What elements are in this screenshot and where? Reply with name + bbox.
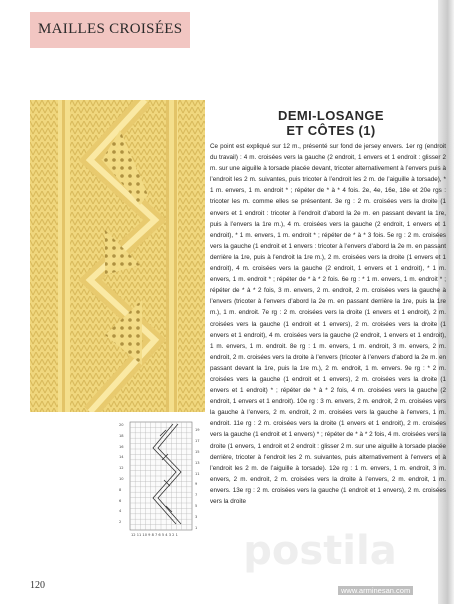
stitch-chart: [118, 420, 208, 540]
chart-row-num: 7: [195, 493, 198, 497]
instructions-intro: Ce point est expliqué sur 12 m., présenté sur fond de jersey envers.: [210, 143, 404, 150]
pattern-title-line1: DEMI-LOSANGE: [278, 108, 384, 123]
chart-row-num: 5: [195, 504, 198, 508]
chart-row-num: 1: [195, 526, 198, 530]
chart-row-num: 20: [119, 423, 124, 427]
chart-row-num: 11: [195, 472, 200, 476]
chart-row-num: 13: [195, 461, 200, 465]
chart-row-num: 18: [119, 434, 124, 438]
chart-row-num: 2: [119, 520, 122, 524]
chart-row-num: 12: [119, 466, 124, 470]
chart-row-num: 6: [119, 499, 122, 503]
pattern-title-line2: ET CÔTES (1): [286, 123, 376, 138]
chart-row-num: 16: [119, 445, 124, 449]
chart-row-num: 14: [119, 455, 124, 459]
chart-row-num: 10: [119, 477, 124, 481]
pattern-title: [236, 108, 426, 138]
svg-text:postila: postila: [243, 528, 397, 574]
chart-row-num: 9: [195, 482, 198, 486]
pattern-instructions: [210, 141, 446, 581]
chart-row-num: 19: [195, 428, 200, 432]
chart-row-num: 4: [119, 509, 122, 513]
stitch-chart-grid: [118, 420, 208, 540]
section-title: MAILLES CROISÉES: [38, 21, 183, 37]
swatch-illustration: [30, 100, 205, 412]
chart-row-num: 17: [195, 439, 200, 443]
chart-row-num: 15: [195, 450, 200, 454]
chart-column-numbers: 12 11 10 9 8 7 6 5 4 3 2 1: [131, 533, 178, 537]
watermark-url: www.arminesan.com: [338, 586, 413, 595]
chart-row-num: 8: [119, 488, 122, 492]
chart-row-num: 3: [195, 515, 198, 519]
page-number: 120: [30, 580, 45, 591]
instructions-rows: 1er rg (endroit du travail) : 4 m. croisées vers la gauche (2 endroit, 1 envers et 1 endroit : glisser 2 m. sur une aiguille à torsade placée devant, tricoter alternativement à l’envers puis à l’endroit les 2 m. suivantes, puis tricoter à l’endroit les 2 m. de l’aiguille à torsade), * 1 m. envers, 1 m. endroit * ; répéter de * à * 4 fois. 2e, 4e, 16e, 18e et 20e rgs : tricoter les m. comme elles se présentent. 3e rg : 2 m. croisées vers la droite (1 envers et 1 endroit : tricoter à l’endroit d’abord la 2e m. en passant devant la 1re, puis à l’envers la 1re m.), 4 m. croisées vers la gauche (2 endroit, 1 envers et 1 endroit), * 1 m. envers, 1 m. endroit * ; répéter de * à * 3 fois. 5e rg : 2 m. croisées vers la gauche (1 endroit et 1 envers : tricoter à l’envers d’abord la 2e m. en passant derrière la 1re, puis à l’endroit la 1re m.), 2 m. croisées vers la droite (1 envers et 1 endroit), 4 m. croisées vers la gauche (2 endroit, 1 envers et 1 endroit), * 1 m. envers, 1 m. endroit * ; répéter de * à * 2 fois. 6e rg : * 1 m. envers, 1 m. endroit * ; répéter de * à * 2 fois, 3 m. envers, 2 m. endroit, 2 m. croisées vers la gauche à l’envers (tricoter à l’envers d’abord la 2e m. en passant derrière la 1re, puis la 1re m.), 1 m. endroit. 7e rg : 2 m. croisées vers la droite (1 envers et 1 endroit), 2 m. croisées vers la gauche (1 endroit et 1 envers), 2 m. croisées vers la droite (1 envers et 1 endroit), 4 m. croisées vers la gauche (2 endroit, 1 envers et 1 endroit), 1 m. envers, 1 m. endroit. 8e rg : 1 m. envers, 1 m. endroit, 3 m. envers, 2 m. endroit, 2 m. croisées vers la droite à l’envers (tricoter à l’envers d’abord la 2e m. en passant devant la 1re, puis la 1re m.), 2 m. endroit, 1 m. envers. 9e rg : * 2 m. croisées vers la gauche (1 endroit et 1 envers), 2 m. croisées vers la droite (1 envers et 1 endroit) * ; répéter de * à * 2 fois, 4 m. croisées vers la gauche (2 endroit, 1 envers et 1 endroit). 10e rg : 3 m. envers, 2 m. endroit, 2 m. croisées vers la gauche à l’envers, 2 m. endroit, 2 m. croisées vers la gauche à l’envers, 1 m. endroit. 11e rg : 2 m. croisées vers la droite (1 envers et 1 endroit), 2 m. croisées vers la gauche (1 endroit et 1 envers) * ; répéter de * à * 2 fois, 4 m. croisées vers la droite (1 envers, 1 endroit et 2 endroit : glisser 2 m. sur une aiguille à torsade placée derrière, tricoter à l’endroit les 2 m. suivantes, puis alternativement à l’envers et à l’endroit les 2 m. de l’aiguille à torsade). 12e rg : 1 m. envers, 1 m. endroit, 3 m. envers, 2 m. endroit, 2 m. croisées vers la droite à l’envers, 2 m. endroit, 1 m. envers. 13e rg : 2 m. croisées vers la gauche (1 endroit et 1 envers), 2 m. croisées vers la droite: [210, 143, 446, 505]
swatch-photo: [30, 100, 205, 412]
